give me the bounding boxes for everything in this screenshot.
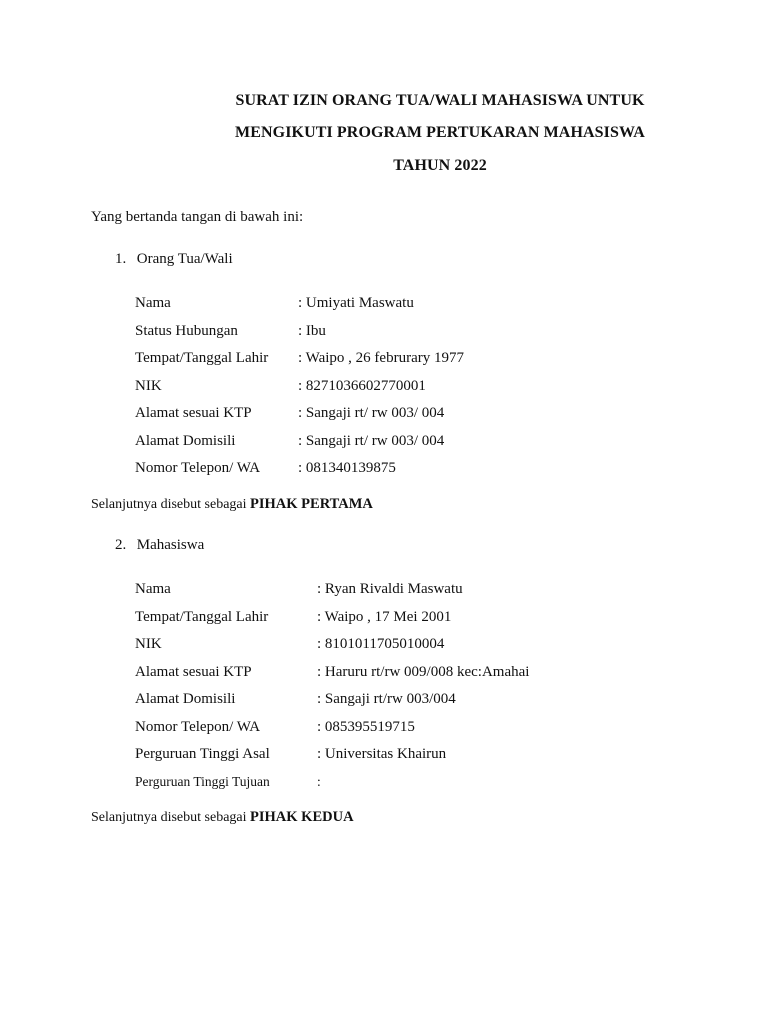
field-row [135,769,529,797]
section-1-closing [91,496,373,513]
party-name: PIHAK KEDUA [250,809,354,825]
section-2-title: Mahasiswa [136,537,205,553]
section-1-title: Orang Tua/Wali [136,251,233,267]
field-value: : Haruru rt/rw 009/008 kec:Amahai [317,663,530,680]
field-label: NIK [135,377,162,394]
field-row [135,714,529,742]
field-value: : Umiyati Maswatu [298,295,414,312]
field-row [135,428,464,456]
field-label: Tempat/Tanggal Lahir [135,608,269,625]
field-value: : Waipo , 26 februrary 1977 [298,350,464,367]
field-row [135,455,464,483]
section-1-fields [135,290,464,483]
field-row [135,290,464,318]
document-title-line-3: TAHUN 2022 [393,157,487,174]
document-title-line-1: SURAT IZIN ORANG TUA/WALI MAHASISWA UNTUK [235,92,645,109]
field-label: Perguruan Tinggi Tujuan [135,774,270,790]
section-2-fields [135,576,529,796]
field-label: Nomor Telepon/ WA [135,460,261,477]
field-label: Alamat Domisili [135,691,236,708]
field-value: : 8271036602770001 [298,377,426,394]
field-label: Perguruan Tinggi Asal [135,746,270,763]
closing-text: Selanjutnya disebut sebagai [91,497,251,512]
section-1-heading [115,251,233,268]
field-label: Alamat Domisili [135,432,236,449]
closing-text: Selanjutnya disebut sebagai [91,810,251,825]
field-row [135,741,529,769]
field-value: : Sangaji rt/ rw 003/ 004 [298,432,445,449]
field-row [135,631,529,659]
field-value: : 081340139875 [298,460,396,477]
party-name: PIHAK PERTAMA [250,496,373,512]
field-label: Alamat sesuai KTP [135,405,252,422]
field-value: : 085395519715 [317,718,415,735]
field-row [135,318,464,346]
field-label: Nama [135,581,171,598]
field-row [135,686,529,714]
field-value: : Sangaji rt/rw 003/004 [317,691,456,708]
field-label: NIK [135,636,162,653]
field-value: : Ibu [298,322,326,339]
intro-text: Yang bertanda tangan di bawah ini: [91,209,304,225]
field-label: Alamat sesuai KTP [135,663,252,680]
field-value: : Ryan Rivaldi Maswatu [317,581,463,598]
field-label: Status Hubungan [135,322,238,339]
section-1-number: 1. [115,251,127,267]
field-value: : 8101011705010004 [317,636,445,653]
field-value: : Universitas Khairun [317,746,447,763]
section-2-heading [115,537,204,554]
field-value: : Sangaji rt/ rw 003/ 004 [298,405,445,422]
field-value: : Waipo , 17 Mei 2001 [317,608,452,625]
field-label: Nama [135,295,171,312]
field-row [135,604,529,632]
field-row [135,345,464,373]
field-row [135,659,529,687]
field-label: Nomor Telepon/ WA [135,718,261,735]
section-2-number: 2. [115,537,127,553]
document-title-line-2: MENGIKUTI PROGRAM PERTUKARAN MAHASISWA [235,124,645,141]
field-row [135,576,529,604]
field-value: : [317,774,321,790]
section-2-closing [91,809,354,826]
field-row [135,400,464,428]
field-label: Tempat/Tanggal Lahir [135,350,269,367]
field-row [135,373,464,401]
